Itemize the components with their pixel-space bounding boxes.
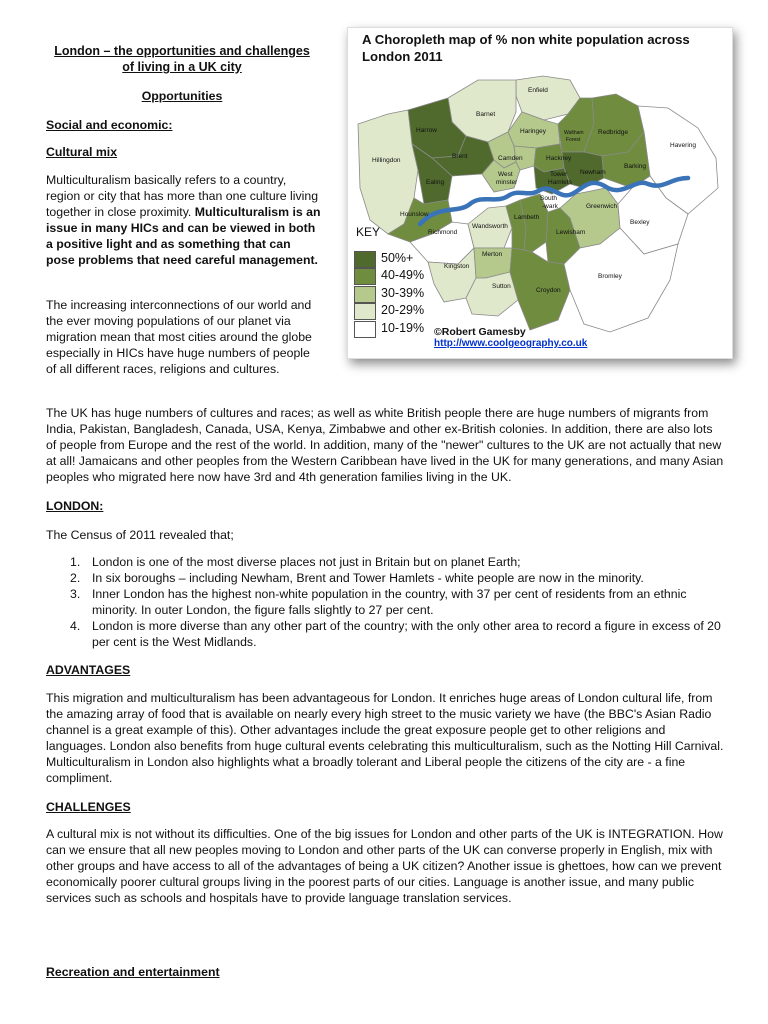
multiculturalism-intro: Multiculturalism basically refers to a country, region or city that has more than one culture living together in close proximity. <box>46 173 319 219</box>
census-list-item: 1. London is one of the most diverse places not just in Britain but on planet Earth; <box>70 555 521 569</box>
multiculturalism-bold: Multiculturalism is an issue in many HICs and can be viewed in both a positive light and as something that can pose problems that need careful management. <box>46 205 321 267</box>
map-key-label: KEY <box>356 225 381 239</box>
svg-text:Redbridge: Redbridge <box>598 129 628 136</box>
map-title-line-2: London 2011 <box>362 49 443 64</box>
census-list <box>46 554 726 650</box>
svg-text:Ealing: Ealing <box>426 179 445 186</box>
census-list-item: 2. In six boroughs – including Newham, Brent and Tower Hamlets - white people are now in the minority. <box>70 571 644 585</box>
map-key-row <box>354 303 474 320</box>
choropleth-map-figure <box>347 27 733 359</box>
map-key-swatch <box>354 321 376 338</box>
uk-cultures-paragraph: The UK has huge numbers of cultures and races; as well as white British people there are huge numbers of migrants from India, Pakistan, Bangladesh, Canada, USA, Kenya, Zimbabwe and other ex-British colonies. In addition, there are also lots of people from Europe and the rest of the world. In addition, many of the "newer" cultures to the UK are not actually that new at all! Jamaicans and other peoples from the Western Caribbean have lived in the UK for many generations, and many Asian peoples who migrated here now have 3rd and 4th generation families living in the UK. <box>46 406 724 484</box>
map-credit: ©Robert Gamesby <box>434 326 526 338</box>
interconnections-paragraph: The increasing interconnections of our world and the ever moving populations of our planet via migration mean that most cities around the globe especially in HICs have huge numbers of people of all different races, religions and cultures. <box>46 298 312 376</box>
svg-text:Hamlets: Hamlets <box>548 179 572 186</box>
advantages-paragraph: This migration and multiculturalism has been advantageous for London. It enriches huge areas of London cultural life, from the amazing array of food that is available on nearly every high street to the music variety we have (the BBC's Asian Radio channel is a great example of this). Other advantages include the great exposure people get to other religions and languages. London also benefits from huge cultural events celebrating this multiculturalism, such as the Notting Hill Carnival. Multiculturalism in London also highlights what a broadly tolerant and Liberal people the citizens of the city are - a fine compliment. <box>46 691 724 785</box>
map-key-label-text: 20-29% <box>381 303 425 317</box>
svg-text:Forest: Forest <box>566 137 581 143</box>
svg-text:Kingston: Kingston <box>444 263 470 270</box>
svg-text:Lambeth: Lambeth <box>514 214 540 221</box>
title-line-2: of living in a UK city <box>122 60 242 74</box>
heading-recreation: Recreation and entertainment <box>46 965 220 979</box>
census-list-item: 4. London is more diverse than any other part of the country; with the only other area to record a figure in excess of 20 per cent is the West Midlands. <box>70 619 721 649</box>
map-key-swatch <box>354 303 376 320</box>
map-key-label-text: 50%+ <box>381 251 414 265</box>
title-line-1: London – the opportunities and challenges <box>54 44 310 58</box>
svg-text:Hackney: Hackney <box>546 155 572 162</box>
svg-text:Barking: Barking <box>624 163 647 170</box>
map-key-swatch <box>354 268 376 285</box>
svg-text:Waltham: Waltham <box>564 130 584 136</box>
svg-text:Barnet: Barnet <box>476 111 496 118</box>
svg-text:Bromley: Bromley <box>598 273 622 280</box>
svg-text:Enfield: Enfield <box>528 87 548 94</box>
svg-text:Richmond: Richmond <box>428 229 458 236</box>
document-title <box>46 43 318 75</box>
svg-text:Harrow: Harrow <box>416 127 437 134</box>
svg-text:Lewisham: Lewisham <box>556 229 586 236</box>
svg-text:Bexley: Bexley <box>630 219 650 226</box>
svg-text:West: West <box>498 171 513 178</box>
multiculturalism-paragraph <box>46 172 322 268</box>
heading-london: LONDON: <box>46 499 104 513</box>
svg-text:Newham: Newham <box>580 169 606 176</box>
map-key-label-text: 30-39% <box>381 286 425 300</box>
svg-text:Hillingdon: Hillingdon <box>372 157 401 164</box>
svg-text:Havering: Havering <box>670 142 697 149</box>
census-intro: The Census of 2011 revealed that; <box>46 528 234 542</box>
map-key-row <box>354 251 474 268</box>
map-key-label-text: 10-19% <box>381 321 425 335</box>
map-key-swatch <box>354 251 376 268</box>
svg-text:Sutton: Sutton <box>492 283 511 290</box>
svg-text:Camden: Camden <box>498 155 523 162</box>
svg-text:-wark: -wark <box>542 203 558 210</box>
svg-text:Tower: Tower <box>550 171 568 178</box>
heading-advantages: ADVANTAGES <box>46 663 131 677</box>
svg-text:Greenwich: Greenwich <box>586 203 618 210</box>
heading-challenges: CHALLENGES <box>46 800 131 814</box>
svg-text:Haringey: Haringey <box>520 128 547 135</box>
svg-text:Croydon: Croydon <box>536 287 561 294</box>
heading-opportunities: Opportunities <box>141 89 223 103</box>
map-key-swatch <box>354 286 376 303</box>
svg-text:Brent: Brent <box>452 153 468 160</box>
map-title-line-1: A Choropleth map of % non white population across <box>362 32 690 47</box>
svg-text:South: South <box>540 195 557 202</box>
census-list-item: 3. Inner London has the highest non-white population in the country, with 37 per cent of residents from an ethnic minority. In outer London, the figure falls slightly to 27 per cent. <box>70 587 687 617</box>
svg-text:Hounslow: Hounslow <box>400 211 429 218</box>
map-key-label-text: 40-49% <box>381 268 425 282</box>
heading-social-economic: Social and economic: <box>46 118 173 132</box>
map-key-row <box>354 268 474 285</box>
svg-text:Wandsworth: Wandsworth <box>472 223 508 230</box>
challenges-paragraph: A cultural mix is not without its difficulties. One of the big issues for London and other parts of the UK is INTEGRATION. How can we ensure that all new peoples moving to London and other parts of the UK can converse properly in English, mix with other groups and have access to all of the advantages of being a UK citizen? Another issue is ghettoes, how can we prevent economically poorer cultural groups living in the poorest parts of our cities. Language is another issue, and many public services such as schools and hospitals have to provide language translation services. <box>46 827 723 905</box>
svg-text:Merton: Merton <box>482 251 503 258</box>
svg-text:minster: minster <box>496 179 518 186</box>
map-source-link[interactable]: http://www.coolgeography.co.uk <box>434 338 588 349</box>
heading-cultural-mix: Cultural mix <box>46 145 118 159</box>
map-key-row <box>354 286 474 303</box>
